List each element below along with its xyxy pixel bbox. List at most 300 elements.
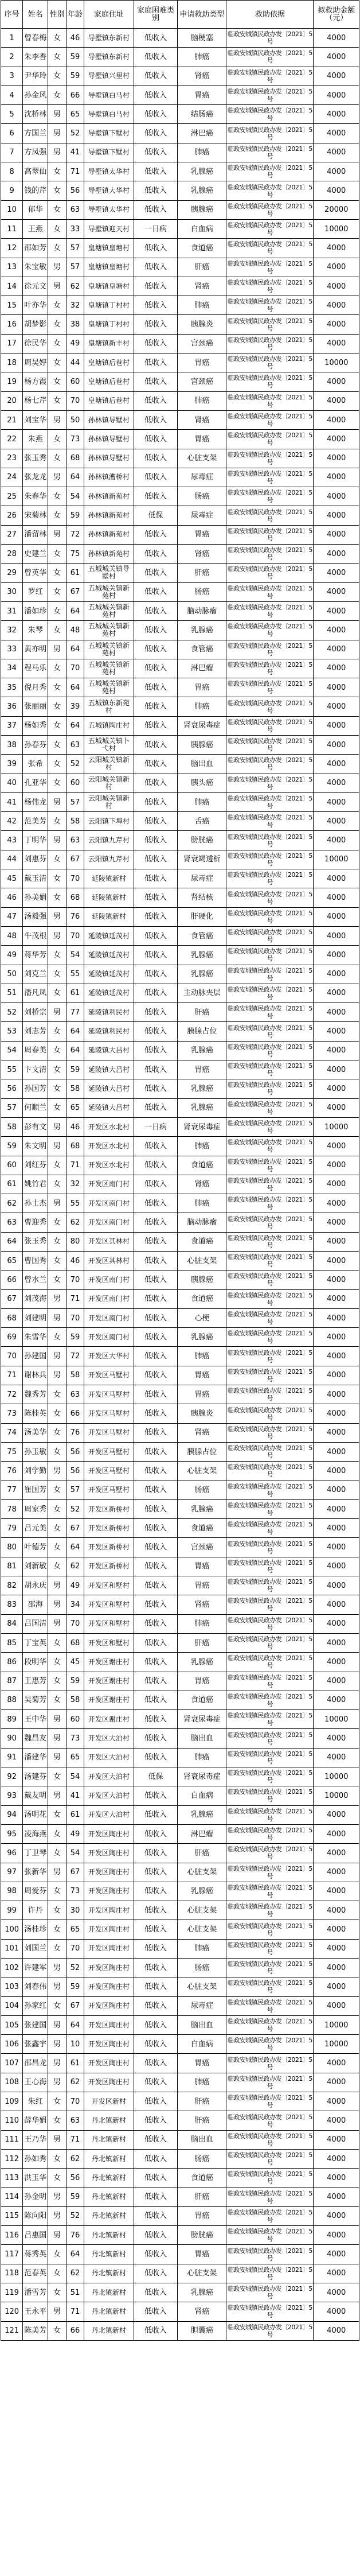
hardship-type-cell: 低收入 (134, 487, 178, 506)
address-cell: 开发区陶庄村 (84, 1939, 134, 1958)
row-number: 69 (1, 1328, 23, 1347)
illness-type-cell: 乳腺癌 (178, 1079, 226, 1098)
row-number: 30 (1, 582, 23, 601)
address-cell: 开发区和墅村 (84, 1614, 134, 1633)
address-cell: 云阳镇九芹村 (84, 831, 134, 850)
hardship-type-cell: 低收入 (134, 869, 178, 888)
table-row (1, 1824, 359, 1843)
address-cell: 皇塘镇后巷村 (84, 391, 134, 410)
hardship-type-cell: 低收入 (134, 1442, 178, 1461)
table-row (1, 1786, 359, 1805)
illness-type-cell: 肾癌 (178, 1175, 226, 1194)
address-cell: 开发区大华村 (84, 1347, 134, 1366)
illness-type-cell: 心脏支架 (178, 1977, 226, 1996)
basis-cell: 临政安城镇民政办发〔2021〕5号 (226, 582, 314, 601)
address-cell: 开发区南门村 (84, 1308, 134, 1327)
age-cell: 10 (66, 2035, 84, 2054)
basis-cell: 临政安城镇民政办发〔2021〕5号 (226, 372, 314, 391)
name-cell: 丁卫琴 (23, 1844, 48, 1863)
hardship-type-cell: 低收入 (134, 1882, 178, 1901)
row-number: 31 (1, 601, 23, 620)
address-cell: 导墅镇太华村 (84, 162, 134, 181)
amount-cell: 4000 (314, 1098, 359, 1117)
illness-type-cell: 肾癌 (178, 545, 226, 564)
header-cell: 家庭困难类别 (134, 1, 178, 29)
gender-cell: 男 (48, 1576, 66, 1595)
header-cell: 性别 (48, 1, 66, 29)
hardship-type-cell: 低收入 (134, 1729, 178, 1748)
hardship-type-cell: 低收入 (134, 1270, 178, 1289)
address-cell: 孙林镇漕桥村 (84, 468, 134, 487)
table-row (1, 105, 359, 124)
illness-type-cell: 胃癌 (178, 1576, 226, 1595)
basis-cell: 临政安城镇民政办发〔2021〕5号 (226, 86, 314, 104)
table-row (1, 29, 359, 48)
row-number: 76 (1, 1462, 23, 1481)
name-cell: 王中华 (23, 1710, 48, 1729)
table-row (1, 774, 359, 792)
row-number: 87 (1, 1672, 23, 1691)
age-cell: 67 (66, 1519, 84, 1538)
table-row (1, 124, 359, 143)
amount-cell: 4000 (314, 1691, 359, 1709)
row-number: 100 (1, 1920, 23, 1939)
gender-cell: 女 (48, 67, 66, 86)
table-row (1, 2169, 359, 2188)
basis-cell: 临政安城镇民政办发〔2021〕5号 (226, 1385, 314, 1404)
age-cell: 72 (66, 1347, 84, 1366)
row-number: 104 (1, 1996, 23, 2015)
hardship-type-cell: 低收入 (134, 1289, 178, 1308)
age-cell: 49 (66, 1824, 84, 1843)
age-cell: 73 (66, 430, 84, 449)
basis-cell: 临政安城镇民政办发〔2021〕5号 (226, 2130, 314, 2149)
address-cell: 开发区陶庄村 (84, 2054, 134, 2073)
gender-cell: 男 (48, 907, 66, 926)
basis-cell: 临政安城镇民政办发〔2021〕5号 (226, 48, 314, 67)
table-row (1, 239, 359, 258)
name-cell: 邵海 (23, 1595, 48, 1614)
row-number: 19 (1, 372, 23, 391)
amount-cell: 4000 (314, 1844, 359, 1863)
hardship-type-cell: 低收入 (134, 200, 178, 219)
address-cell: 延陵镇新村 (84, 888, 134, 907)
gender-cell: 女 (48, 1232, 66, 1251)
gender-cell: 女 (48, 315, 66, 334)
row-number: 49 (1, 946, 23, 965)
age-cell: 64 (66, 2015, 84, 2034)
basis-cell: 临政安城镇民政办发〔2021〕5号 (226, 1939, 314, 1958)
hardship-type-cell: 低收入 (134, 1996, 178, 2015)
hardship-type-cell: 低收入 (134, 1595, 178, 1614)
name-cell: 叶德芳 (23, 1538, 48, 1557)
name-cell: 王惠芳 (23, 1672, 48, 1691)
gender-cell: 男 (48, 926, 66, 945)
basis-cell: 临政安城镇民政办发〔2021〕5号 (226, 1481, 314, 1499)
row-number: 107 (1, 2054, 23, 2073)
basis-cell: 临政安城镇民政办发〔2021〕5号 (226, 1767, 314, 1786)
address-cell: 开发区大泊村 (84, 1805, 134, 1824)
amount-cell: 4000 (314, 2130, 359, 2149)
hardship-type-cell: 低收入 (134, 2226, 178, 2245)
age-cell: 45 (66, 1653, 84, 1672)
address-cell: 开发区南门村 (84, 1194, 134, 1213)
name-cell: 许建军 (23, 1958, 48, 1977)
gender-cell: 女 (48, 2149, 66, 2168)
hardship-type-cell: 低收入 (134, 2054, 178, 2073)
gender-cell: 女 (48, 659, 66, 678)
age-cell: 51 (66, 2283, 84, 2302)
row-number: 109 (1, 2092, 23, 2111)
table-row (1, 2245, 359, 2264)
name-cell: 张建国 (23, 2015, 48, 2034)
row-number: 35 (1, 678, 23, 697)
name-cell: 刘新敏 (23, 1557, 48, 1576)
address-cell: 延陵镇延茂村 (84, 965, 134, 984)
illness-type-cell: 乳腺癌 (178, 2283, 226, 2302)
amount-cell: 4000 (314, 1633, 359, 1652)
address-cell: 五城城关镇导墅村 (84, 564, 134, 582)
row-number: 11 (1, 219, 23, 238)
basis-cell: 临政安城镇民政办发〔2021〕5号 (226, 2111, 314, 2130)
table-row (1, 1213, 359, 1232)
name-cell: 朱雪华 (23, 1328, 48, 1347)
illness-type-cell: 乳腺癌 (178, 1328, 226, 1347)
gender-cell: 男 (48, 2035, 66, 2054)
gender-cell: 女 (48, 1404, 66, 1423)
address-cell: 导墅镇白马村 (84, 86, 134, 104)
gender-cell: 男 (48, 277, 66, 296)
illness-type-cell: 胃癌 (178, 525, 226, 544)
age-cell: 73 (66, 1882, 84, 1901)
basis-cell: 临政安城镇民政办发〔2021〕5号 (226, 1499, 314, 1518)
table-row (1, 1098, 359, 1117)
table-row (1, 162, 359, 181)
age-cell: 32 (66, 1175, 84, 1194)
illness-type-cell: 心脏支架 (178, 1252, 226, 1270)
amount-cell: 4000 (314, 1213, 359, 1232)
name-cell: 丁宝英 (23, 1633, 48, 1652)
table-row (1, 487, 359, 506)
hardship-type-cell: 低收入 (134, 1710, 178, 1729)
gender-cell: 女 (48, 774, 66, 792)
address-cell: 延陵镇延茂村 (84, 946, 134, 965)
address-cell: 导墅镇下墅村 (84, 124, 134, 143)
gender-cell: 女 (48, 296, 66, 315)
basis-cell: 临政安城镇民政办发〔2021〕5号 (226, 1289, 314, 1308)
hardship-type-cell: 低收入 (134, 162, 178, 181)
basis-cell: 临政安城镇民政办发〔2021〕5号 (226, 812, 314, 831)
hardship-type-cell: 低收入 (134, 2169, 178, 2188)
age-cell: 54 (66, 1844, 84, 1863)
header-cell: 家庭住址 (84, 1, 134, 29)
name-cell: 杨方霞 (23, 372, 48, 391)
name-cell: 凌海燕 (23, 1824, 48, 1843)
gender-cell: 女 (48, 506, 66, 525)
name-cell: 周爱芬 (23, 1882, 48, 1901)
illness-type-cell: 白血病 (178, 1786, 226, 1805)
gender-cell: 女 (48, 391, 66, 410)
name-cell: 孙金明 (23, 2188, 48, 2206)
name-cell: 吕惠国 (23, 2226, 48, 2245)
gender-cell: 男 (48, 1308, 66, 1327)
address-cell: 开发区谢庄村 (84, 1672, 134, 1691)
basis-cell: 临政安城镇民政办发〔2021〕5号 (226, 2054, 314, 2073)
illness-type-cell: 乳腺癌 (178, 621, 226, 640)
table-row (1, 1633, 359, 1652)
row-number: 16 (1, 315, 23, 334)
address-cell: 丹北镇新村 (84, 2111, 134, 2130)
age-cell: 58 (66, 1691, 84, 1709)
address-cell: 开发区大泊村 (84, 1786, 134, 1805)
amount-cell: 4000 (314, 1996, 359, 2015)
name-cell: 刘志芳 (23, 1022, 48, 1041)
amount-cell: 4000 (314, 1022, 359, 1041)
row-number: 6 (1, 124, 23, 143)
basis-cell: 临政安城镇民政办发〔2021〕5号 (226, 2035, 314, 2054)
address-cell: 孙林镇导墅村 (84, 410, 134, 429)
hardship-type-cell: 低收入 (134, 1499, 178, 1518)
table-row (1, 792, 359, 811)
relief-table (1, 0, 359, 2341)
name-cell: 姚竹君 (23, 1175, 48, 1194)
illness-type-cell: 尿毒症 (178, 468, 226, 487)
address-cell: 开发区大泊村 (84, 1767, 134, 1786)
gender-cell: 男 (48, 2073, 66, 2092)
hardship-type-cell: 低收入 (134, 2035, 178, 2054)
hardship-type-cell: 低收入 (134, 334, 178, 353)
illness-type-cell: 胆囊癌 (178, 2321, 226, 2340)
address-cell: 开发区和墅村 (84, 1633, 134, 1652)
illness-type-cell: 食道癌 (178, 239, 226, 258)
hardship-type-cell: 低收入 (134, 1576, 178, 1595)
gender-cell: 女 (48, 1633, 66, 1652)
illness-type-cell: 胃癌 (178, 1366, 226, 1385)
name-cell: 胡永庆 (23, 1576, 48, 1595)
table-row (1, 1003, 359, 1022)
age-cell: 66 (66, 1404, 84, 1423)
amount-cell: 4000 (314, 1079, 359, 1098)
table-row (1, 1194, 359, 1213)
name-cell: 张丽丽 (23, 697, 48, 716)
address-cell: 五城镇东新苑村 (84, 697, 134, 716)
age-cell: 52 (66, 755, 84, 774)
table-row (1, 1748, 359, 1767)
amount-cell: 4000 (314, 2226, 359, 2245)
basis-cell: 临政安城镇民政办发〔2021〕5号 (226, 1270, 314, 1289)
amount-cell: 4000 (314, 2264, 359, 2283)
row-number: 81 (1, 1557, 23, 1576)
illness-type-cell: 宫颈癌 (178, 372, 226, 391)
address-cell: 五城城关镇新苑村 (84, 640, 134, 659)
age-cell: 71 (66, 2302, 84, 2321)
row-number: 55 (1, 1060, 23, 1079)
basis-cell: 临政安城镇民政办发〔2021〕5号 (226, 716, 314, 735)
hardship-type-cell: 低收入 (134, 391, 178, 410)
header-cell: 年龄 (66, 1, 84, 29)
illness-type-cell: 脑出血 (178, 2130, 226, 2149)
row-number: 39 (1, 755, 23, 774)
row-number: 74 (1, 1423, 23, 1442)
address-cell: 开发区陶庄村 (84, 1901, 134, 1920)
row-number: 58 (1, 1117, 23, 1136)
illness-type-cell: 主动脉夹层 (178, 984, 226, 1003)
hardship-type-cell: 低收入 (134, 621, 178, 640)
illness-type-cell: 乳腺癌 (178, 162, 226, 181)
basis-cell: 临政安城镇民政办发〔2021〕5号 (226, 1786, 314, 1805)
hardship-type-cell: 低收入 (134, 181, 178, 200)
table-row (1, 1499, 359, 1518)
table-row (1, 601, 359, 620)
name-cell: 杨如秀 (23, 716, 48, 735)
header-cell: 申请救助类型 (178, 1, 226, 29)
hardship-type-cell: 低收入 (134, 2188, 178, 2206)
hardship-type-cell: 低收入 (134, 372, 178, 391)
name-cell: 崔国芳 (23, 1481, 48, 1499)
age-cell: 64 (66, 1022, 84, 1041)
hardship-type-cell: 低收入 (134, 946, 178, 965)
address-cell: 开发区陶庄村 (84, 1863, 134, 1882)
amount-cell: 4000 (314, 2283, 359, 2302)
basis-cell: 临政安城镇民政办发〔2021〕5号 (226, 926, 314, 945)
gender-cell: 男 (48, 2015, 66, 2034)
address-cell: 开发区陶庄村 (84, 1958, 134, 1977)
age-cell: 65 (66, 1098, 84, 1117)
illness-type-cell: 胰腺癌 (178, 1270, 226, 1289)
table-row (1, 2111, 359, 2130)
table-row (1, 1423, 359, 1442)
age-cell: 62 (66, 2073, 84, 2092)
row-number: 67 (1, 1289, 23, 1308)
name-cell: 许丹 (23, 1901, 48, 1920)
illness-type-cell: 食管癌 (178, 640, 226, 659)
row-number: 59 (1, 1137, 23, 1156)
basis-cell: 临政安城镇民政办发〔2021〕5号 (226, 219, 314, 238)
row-number: 88 (1, 1691, 23, 1709)
gender-cell: 女 (48, 1252, 66, 1270)
amount-cell: 4000 (314, 315, 359, 334)
table-row (1, 2015, 359, 2034)
hardship-type-cell: 低收入 (134, 1824, 178, 1843)
basis-cell: 临政安城镇民政办发〔2021〕5号 (226, 1748, 314, 1767)
name-cell: 王心海 (23, 2073, 48, 2092)
name-cell: 周吴婷 (23, 353, 48, 372)
hardship-type-cell: 低收入 (134, 277, 178, 296)
address-cell: 开发区陶庄村 (84, 1920, 134, 1939)
illness-type-cell: 结肠癌 (178, 105, 226, 124)
illness-type-cell: 膀胱癌 (178, 2226, 226, 2245)
name-cell: 刘宝华 (23, 410, 48, 429)
row-number: 40 (1, 774, 23, 792)
amount-cell: 4000 (314, 487, 359, 506)
gender-cell: 女 (48, 2283, 66, 2302)
age-cell: 64 (66, 1041, 84, 1060)
illness-type-cell: 心脏支架 (178, 1462, 226, 1481)
address-cell: 云阳镇九芹村 (84, 850, 134, 869)
gender-cell: 女 (48, 1901, 66, 1920)
illness-type-cell: 尿毒症 (178, 506, 226, 525)
age-cell: 62 (66, 277, 84, 296)
table-row (1, 372, 359, 391)
address-cell: 导墅镇东新村 (84, 48, 134, 67)
basis-cell: 临政安城镇民政办发〔2021〕5号 (226, 2283, 314, 2302)
gender-cell: 女 (48, 239, 66, 258)
table-row (1, 1729, 359, 1748)
row-number: 20 (1, 391, 23, 410)
address-cell: 皇塘镇新丰村 (84, 334, 134, 353)
table-row (1, 1156, 359, 1175)
gender-cell: 女 (48, 1824, 66, 1843)
basis-cell: 临政安城镇民政办发〔2021〕5号 (226, 29, 314, 48)
amount-cell: 4000 (314, 1003, 359, 1022)
hardship-type-cell: 低收入 (134, 48, 178, 67)
basis-cell: 临政安城镇民政办发〔2021〕5号 (226, 1824, 314, 1843)
age-cell: 54 (66, 946, 84, 965)
age-cell: 68 (66, 1633, 84, 1652)
hardship-type-cell: 低收入 (134, 965, 178, 984)
table-row (1, 965, 359, 984)
basis-cell: 临政安城镇民政办发〔2021〕5号 (226, 468, 314, 487)
amount-cell: 4000 (314, 812, 359, 831)
name-cell: 刘春伟 (23, 1977, 48, 1996)
gender-cell: 女 (48, 946, 66, 965)
table-row (1, 258, 359, 277)
name-cell: 朱宝敏 (23, 258, 48, 277)
basis-cell: 临政安城镇民政办发〔2021〕5号 (226, 2073, 314, 2092)
name-cell: 刘国兰 (23, 1939, 48, 1958)
row-number: 63 (1, 1213, 23, 1232)
illness-type-cell: 肾衰尿毒症 (178, 1767, 226, 1786)
header-cell: 序号 (1, 1, 23, 29)
row-number: 116 (1, 2226, 23, 2245)
amount-cell: 4000 (314, 640, 359, 659)
row-number: 8 (1, 162, 23, 181)
table-row (1, 67, 359, 86)
address-cell: 开发区其林村 (84, 1252, 134, 1270)
table-row (1, 2188, 359, 2206)
gender-cell: 女 (48, 1653, 66, 1672)
basis-cell: 临政安城镇民政办发〔2021〕5号 (226, 200, 314, 219)
hardship-type-cell: 低收入 (134, 29, 178, 48)
illness-type-cell: 肺癌 (178, 1939, 226, 1958)
age-cell: 71 (66, 1289, 84, 1308)
age-cell: 41 (66, 1786, 84, 1805)
row-number: 25 (1, 487, 23, 506)
basis-cell: 临政安城镇民政办发〔2021〕5号 (226, 965, 314, 984)
age-cell: 73 (66, 1729, 84, 1748)
basis-cell: 临政安城镇民政办发〔2021〕5号 (226, 640, 314, 659)
age-cell: 76 (66, 907, 84, 926)
hardship-type-cell: 低收入 (134, 1977, 178, 1996)
name-cell: 郁华 (23, 200, 48, 219)
age-cell: 49 (66, 1576, 84, 1595)
age-cell: 64 (66, 1538, 84, 1557)
basis-cell: 临政安城镇民政办发〔2021〕5号 (226, 1060, 314, 1079)
amount-cell: 4000 (314, 792, 359, 811)
gender-cell: 女 (48, 1175, 66, 1194)
row-number: 46 (1, 888, 23, 907)
gender-cell: 女 (48, 29, 66, 48)
row-number: 50 (1, 965, 23, 984)
address-cell: 开发区大泊村 (84, 1729, 134, 1748)
name-cell: 朱文明 (23, 1137, 48, 1156)
table-row (1, 1538, 359, 1557)
address-cell: 开发区新桥村 (84, 1519, 134, 1538)
address-cell: 导墅镇东新村 (84, 29, 134, 48)
amount-cell: 4000 (314, 2169, 359, 2188)
basis-cell: 临政安城镇民政办发〔2021〕5号 (226, 353, 314, 372)
basis-cell: 临政安城镇民政办发〔2021〕5号 (226, 258, 314, 277)
